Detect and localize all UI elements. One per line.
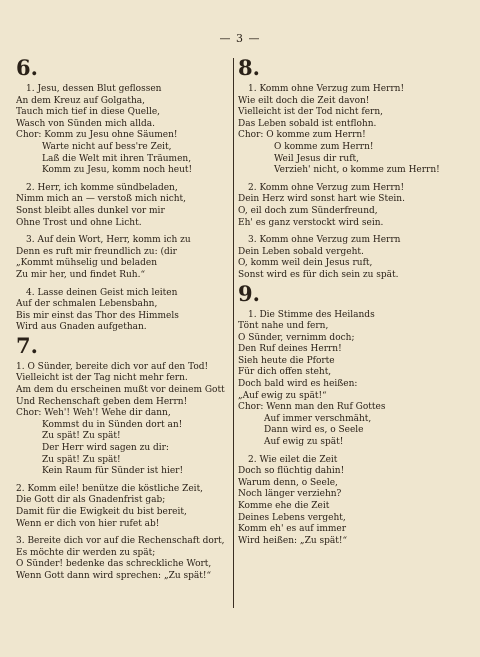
verse-line: Wenn er dich von hier rufet ab! bbox=[16, 518, 160, 529]
verse-line: Damit für die Ewigkeit du bist bereit, bbox=[16, 507, 187, 517]
verse-line: Zu spät! Zu spät! bbox=[42, 454, 121, 465]
verse-line: Dein Leben sobald vergeht. bbox=[238, 246, 364, 257]
verse-line: Den Ruf deines Herrn! bbox=[238, 344, 342, 355]
verse-line: 2. Komm ohne Verzug zum Herrn! bbox=[248, 182, 405, 193]
verse-line: Chor: Wenn man den Ruf Gottes bbox=[238, 402, 386, 413]
verse-line: Sieh heute die Pforte bbox=[238, 355, 335, 366]
verse-line: 1. Die Stimme des Heilands bbox=[248, 309, 375, 320]
verse-line: Komme ehe die Zeit bbox=[238, 501, 330, 511]
verse-line: 2. Komm eile! benütze die köstliche Zeit, bbox=[16, 483, 204, 494]
verse-line: O Sünder! bedenke das schreckliche Wort, bbox=[16, 559, 212, 570]
verse-line: 1. Jesu, dessen Blut geflossen bbox=[26, 84, 162, 94]
verse-line: Doch bald wird es heißen: bbox=[238, 379, 358, 390]
verse-line: Auf der schmalen Lebensbahn, bbox=[16, 299, 158, 310]
left-column bbox=[16, 56, 232, 583]
verse-line: 3. Komm ohne Verzug zum Herrn bbox=[248, 235, 401, 246]
verse-line: Die Gott dir als Gnadenfrist gab; bbox=[16, 495, 166, 506]
hymn-6-text bbox=[16, 84, 232, 334]
verse-line: Komm zu Jesu, komm noch heut! bbox=[42, 165, 193, 176]
verse-line: Dann wird es, o Seele bbox=[264, 425, 364, 436]
verse-line: Sonst bleibt alles dunkel vor mir bbox=[16, 205, 165, 216]
verse-line: O, komm weil dein Jesus ruft, bbox=[238, 258, 373, 269]
verse-line: Zu spät! Zu spät! bbox=[42, 431, 121, 442]
verse-line: „Auf ewig zu spät!“ bbox=[238, 390, 327, 401]
right-column bbox=[238, 56, 464, 547]
verse-line: Doch so flüchtig dahin! bbox=[238, 466, 345, 477]
verse-line: Ohne Trost und ohne Licht. bbox=[16, 217, 142, 228]
verse-line: Chor: O komme zum Herrn! bbox=[238, 130, 366, 141]
verse-line: Laß die Welt mit ihren Träumen, bbox=[42, 153, 192, 164]
column-divider bbox=[233, 58, 234, 608]
verse-line: An dem Kreuz auf Golgatha, bbox=[16, 95, 145, 106]
verse-line: Weil Jesus dir ruft, bbox=[274, 153, 359, 164]
hymn-number-7: 7. bbox=[16, 332, 38, 358]
verse-line: Zu mir her, und findet Ruh.“ bbox=[16, 269, 146, 280]
hymn-9-text bbox=[238, 310, 464, 548]
verse-line: Sonst wird es für dich sein zu spät. bbox=[238, 269, 399, 280]
verse-line: Tauch mich tief in diese Quelle, bbox=[16, 107, 161, 118]
verse-line: 1. O Sünder, bereite dich vor auf den Tod! bbox=[16, 361, 209, 372]
verse-line: 2. Wie eilet die Zeit bbox=[248, 454, 338, 465]
verse-line: Es möchte dir werden zu spät; bbox=[16, 547, 156, 558]
verse-line: O Sünder, vernimm doch; bbox=[238, 332, 355, 343]
verse-line: Und Rechenschaft geben dem Herrn! bbox=[16, 396, 188, 407]
verse-line: Das Leben sobald ist entflohn. bbox=[238, 118, 377, 129]
verse-line: Wird heißen: „Zu spät!“ bbox=[238, 535, 348, 546]
verse-line: Auf ewig zu spät! bbox=[264, 437, 344, 448]
verse-line: Bis mir einst das Thor des Himmels bbox=[16, 310, 179, 321]
verse-line: O komme zum Herrn! bbox=[274, 141, 374, 152]
verse-line: Am dem du erscheinen mußt vor deinem Gott bbox=[16, 385, 225, 396]
hymn-number-6: 6. bbox=[16, 55, 38, 80]
hymn-8-text bbox=[238, 84, 464, 282]
verse-line: Für dich offen steht, bbox=[238, 367, 332, 378]
verse-line: Dein Herz wird sonst hart wie Stein. bbox=[238, 194, 405, 205]
hymn-number-9: 9. bbox=[238, 280, 260, 306]
verse-line: 3. Auf dein Wort, Herr, komm ich zu bbox=[26, 235, 191, 246]
verse-line: 3. Bereite dich vor auf die Rechenschaft dort, bbox=[16, 536, 225, 547]
verse-line: Nimm mich an — verstoß mich nicht, bbox=[16, 194, 187, 205]
verse-line: Auf immer verschmäht, bbox=[264, 413, 372, 424]
verse-line: Der Herr wird sagen zu dir: bbox=[42, 443, 169, 454]
verse-line: Vielleicht ist der Tod nicht fern, bbox=[238, 107, 383, 118]
verse-line: Kommst du in Sünden dort an! bbox=[42, 419, 183, 430]
verse-line: Wasch von Sünden mich allda. bbox=[16, 118, 156, 129]
verse-line: Chor: Komm zu Jesu ohne Säumen! bbox=[16, 130, 178, 141]
verse-line: 1. Komm ohne Verzug zum Herrn! bbox=[248, 84, 405, 94]
verse-line: Verzieh' nicht, o komme zum Herrn! bbox=[274, 165, 440, 176]
verse-line: Warum denn, o Seele, bbox=[238, 477, 338, 488]
verse-line: Wenn Gott dann wird sprechen: „Zu spät!“ bbox=[16, 570, 212, 581]
verse-line: Komm eh' es auf immer bbox=[238, 524, 347, 535]
hymn-number-8: 8. bbox=[238, 55, 260, 80]
verse-line: O, eil doch zum Sünderfreund, bbox=[238, 205, 378, 216]
verse-line: Denn es ruft mir freundlich zu: (dir bbox=[16, 246, 177, 257]
hymn-7-text bbox=[16, 362, 232, 583]
verse-line: Wie eilt doch die Zeit davon! bbox=[238, 95, 370, 106]
verse-line: „Kommt mühselig und beladen bbox=[16, 258, 157, 269]
verse-line: Eh' es ganz verstockt wird sein. bbox=[238, 217, 384, 228]
verse-line: Noch länger verziehn? bbox=[238, 489, 342, 500]
verse-line: Warte nicht auf bess're Zeit, bbox=[42, 141, 172, 152]
verse-line: 2. Herr, ich komme sündbeladen, bbox=[26, 182, 178, 193]
verse-line: Chor: Weh'! Weh'! Wehe dir dann, bbox=[16, 408, 171, 419]
verse-line: Tönt nahe und fern, bbox=[238, 321, 329, 332]
verse-line: 4. Lasse deinen Geist mich leiten bbox=[26, 287, 178, 298]
verse-line: Deines Lebens vergeht, bbox=[238, 512, 346, 523]
verse-line: Wird aus Gnaden aufgethan. bbox=[16, 322, 147, 333]
page-number: — 3 — bbox=[219, 32, 261, 45]
verse-line: Vielleicht ist der Tag nicht mehr fern. bbox=[16, 373, 188, 384]
verse-line: Kein Raum für Sünder ist hier! bbox=[42, 466, 184, 477]
